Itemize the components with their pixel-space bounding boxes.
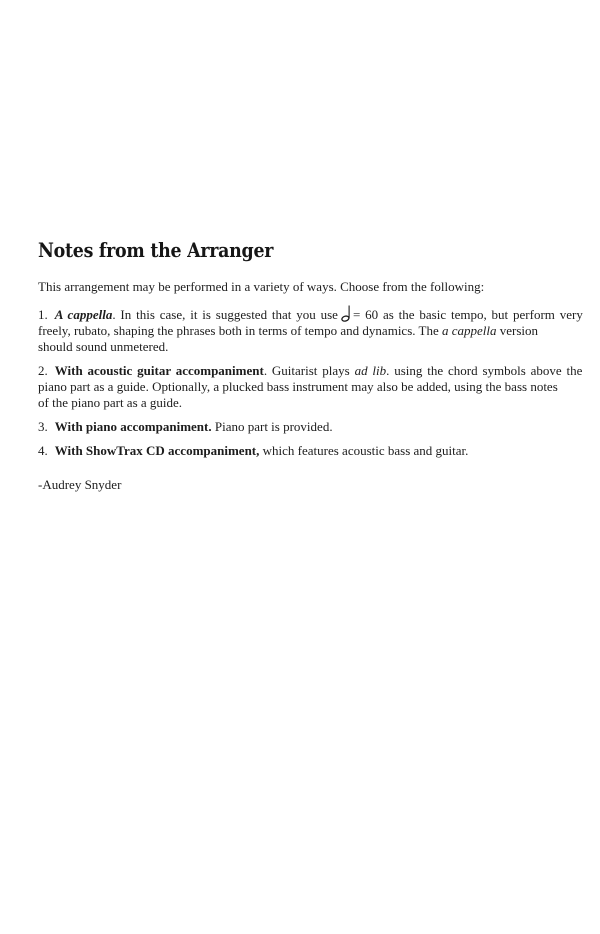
text-run: ad lib <box>354 363 387 378</box>
text-run: . Guitarist plays <box>263 363 355 378</box>
text-line <box>38 419 572 435</box>
text-run: With ShowTrax CD accompaniment, <box>54 443 260 458</box>
text-line <box>38 305 583 323</box>
list-item-4 <box>38 443 572 459</box>
intro-paragraph: This arrangement may be performed in a variety of ways. Choose from the following: <box>38 279 485 294</box>
text-run: A cappella <box>54 307 113 322</box>
text-run: which features acoustic bass and guitar. <box>259 443 469 458</box>
text-line <box>38 379 572 395</box>
text-run: = 60 as the basic tempo, but perform very <box>352 307 583 322</box>
text-run: Piano part is provided. <box>211 419 333 434</box>
text-run: . using the chord symbols above the <box>386 363 583 378</box>
text-line <box>38 363 583 379</box>
text-run: a cappella <box>441 323 497 338</box>
page-content <box>38 238 583 493</box>
text-run: of the piano part as a guide. <box>38 395 183 410</box>
text-run: With piano accompaniment. <box>54 419 212 434</box>
text-line <box>38 395 572 411</box>
text-run: version <box>496 323 539 338</box>
item-number: 4. <box>38 443 48 458</box>
text-line <box>38 339 572 355</box>
half-note-icon <box>341 305 351 322</box>
list-item-2 <box>38 363 583 411</box>
item-number: 1. <box>38 307 48 322</box>
item-number: 3. <box>38 419 48 434</box>
text-run: piano part as a guide. Optionally, a plucked bass instrument may also be added, using the bass notes <box>38 379 558 394</box>
text-line <box>38 443 572 459</box>
signature: -Audrey Snyder <box>38 477 122 492</box>
page-title: Notes from the Arranger <box>38 238 274 262</box>
text-run: With acoustic guitar accompaniment <box>54 363 264 378</box>
text-run: freely, rubato, shaping the phrases both in terms of tempo and dynamics. The <box>38 323 442 338</box>
item-number: 2. <box>38 363 48 378</box>
list-items <box>38 305 583 459</box>
list-item-1 <box>38 305 583 355</box>
text-line <box>38 323 572 339</box>
text-run: . In this case, it is suggested that you use <box>112 307 338 322</box>
text-run: should sound unmetered. <box>38 339 169 354</box>
list-item-3 <box>38 419 572 435</box>
